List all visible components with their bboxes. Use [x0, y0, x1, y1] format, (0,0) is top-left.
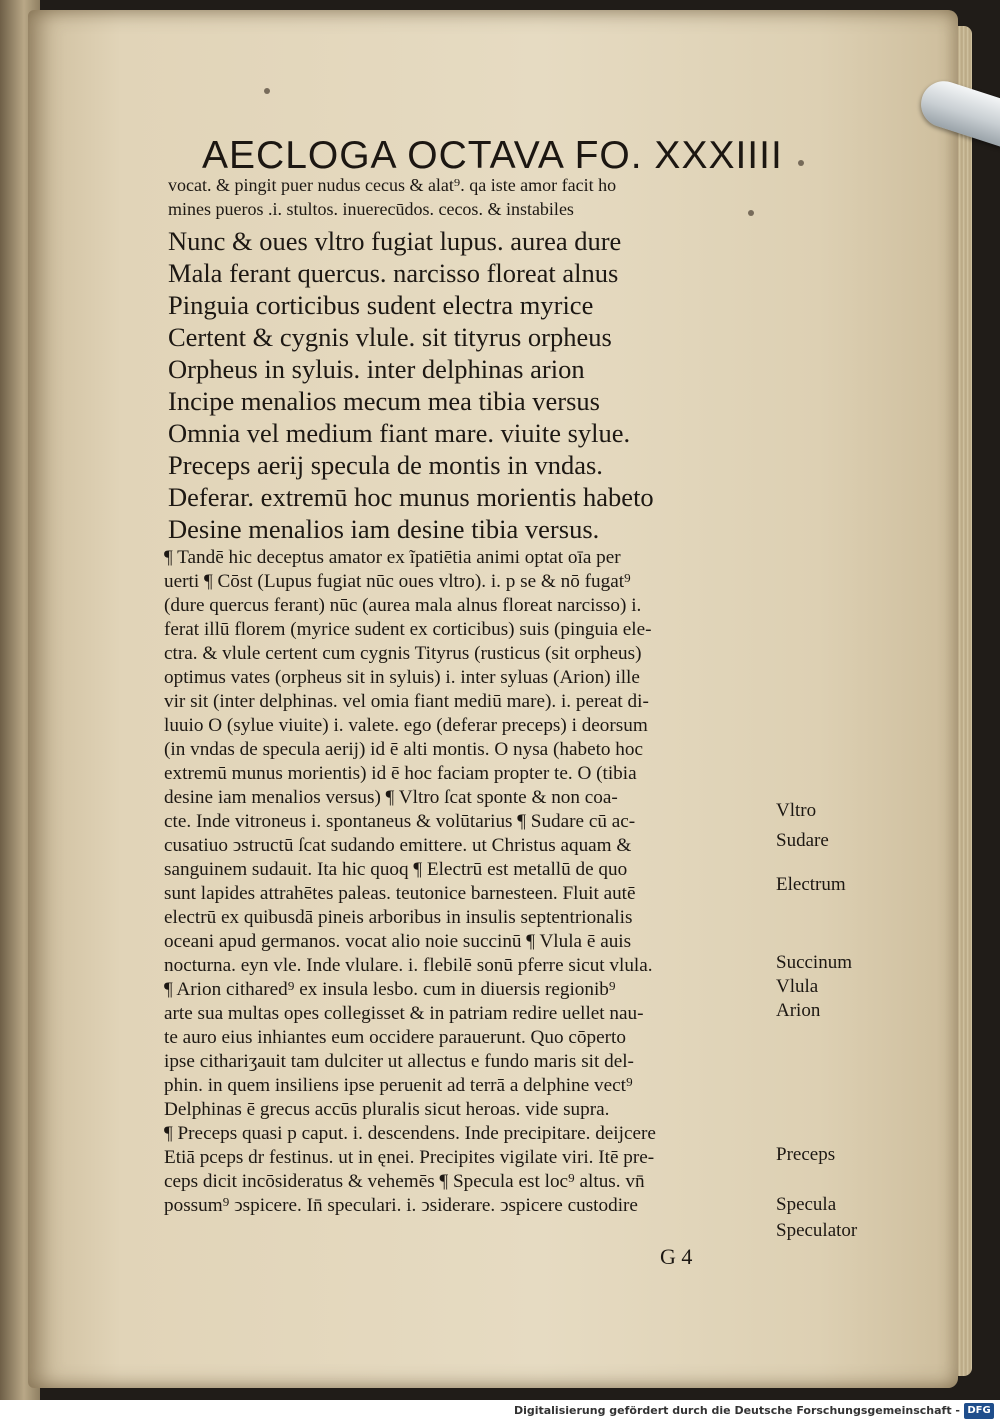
commentary-line: arte sua multas opes collegisset & in patriam redire uellet nau-	[164, 1003, 644, 1024]
running-head: AECLOGA OCTAVA FO. XXXIIII	[202, 134, 783, 177]
commentary-line: cusatiuo ↄstructū ſcat sudando emittere. ut Christus aquam &	[164, 835, 632, 856]
commentary-line: ctra. & vlule certent cum cygnis Tityrus (rusticus (sit orpheus)	[164, 643, 642, 664]
commentary-line: sunt lapides attrahētes paleas. teutonice barnesteen. Fluit autē	[164, 883, 636, 904]
margin-note: Electrum	[776, 874, 846, 895]
commentary-line: oceani apud germanos. vocat alio noie succinū ¶ Vlula ē auis	[164, 931, 632, 952]
margin-note: Vltro	[776, 800, 817, 821]
commentary-line: (dure quercus ferant) nūc (aurea mala alnus floreat narcisso) i.	[164, 595, 642, 616]
signature-mark: G 4	[660, 1244, 693, 1269]
stain-mark	[264, 88, 270, 94]
dfg-logo-icon: DFG	[964, 1403, 994, 1419]
commentary-line: Etiā pceps dr festinus. ut in ęnei. Precipites vigilate viri. Itē pre-	[164, 1147, 655, 1168]
margin-note: Arion	[776, 1000, 821, 1021]
commentary-line: phin. in quem insiliens ipse peruenit ad terrā a delphine vect⁹	[164, 1075, 633, 1096]
footer-bar	[0, 1400, 1000, 1423]
commentary-line: ipse cithariʒauit tam dulciter ut allectus e fundo maris sit del-	[164, 1051, 634, 1072]
margin-note: Succinum	[776, 952, 852, 973]
commentary-line: extremū munus morientis) id ē hoc faciam propter te. O (tibia	[164, 763, 637, 784]
commentary-line: luuio O (sylue viuite) i. valete. ego (deferar preceps) i deorsum	[164, 715, 648, 736]
commentary-line: (in vndas de specula aerij) id ē alti montis. O nysa (habeto hoc	[164, 739, 644, 760]
commentary-line: ¶ Arion cithared⁹ ex insula lesbo. cum in diuersis regionib⁹	[164, 979, 616, 1000]
verse-line: Pinguia corticibus sudent electra myrice	[168, 290, 594, 320]
commentary-line: ferat illū florem (myrice sudent ex corticibus) suis (pinguia ele-	[164, 619, 652, 640]
verse-line: Desine menalios iam desine tibia versus.	[168, 514, 600, 544]
verse-line: Certent & cygnis vlule. sit tityrus orpheus	[168, 322, 612, 352]
commentary-line: te auro eius inhiantes eum occidere parauerunt. Quo cōperto	[164, 1027, 626, 1048]
commentary-line: Delphinas ē grecus accūs pluralis sicut heroas. vide supra.	[164, 1099, 610, 1120]
commentary-line: ¶ Preceps quasi p caput. i. descendens. Inde precipitare. deijcere	[164, 1123, 656, 1144]
verse-line: Orpheus in syluis. inter delphinas arion	[168, 354, 585, 384]
verse-line: Omnia vel medium fiant mare. viuite sylue.	[168, 418, 631, 448]
verse-line: Incipe menalios mecum mea tibia versus	[168, 386, 600, 416]
gloss-line: vocat. & pingit puer nudus cecus & alat⁹. qa iste amor facit ho	[168, 175, 617, 195]
margin-note: Speculator	[776, 1220, 858, 1241]
commentary-line: electrū ex quibusdā pineis arboribus in insulis septentrionalis	[164, 907, 633, 928]
commentary-line: uerti ¶ Cōst (Lupus fugiat nūc oues vltro). i. p se & nō fugat⁹	[164, 571, 631, 592]
verse-line: Deferar. extremū hoc munus morientis habeto	[168, 482, 654, 512]
margin-note: Sudare	[776, 830, 829, 851]
gloss-line: mines pueros .i. stultos. inuerecūdos. cecos. & instabiles	[168, 199, 574, 219]
margin-note: Vlula	[776, 976, 819, 997]
margin-note: Preceps	[776, 1144, 836, 1165]
verse-line: Preceps aerij specula de montis in vndas.	[168, 450, 603, 480]
verse-line: Mala ferant quercus. narcisso floreat alnus	[168, 258, 619, 288]
commentary-line: optimus vates (orpheus sit in syluis) i. inter syluas (Arion) ille	[164, 667, 640, 688]
stain-mark	[748, 210, 754, 216]
commentary-line: ceps dicit incōsideratus & vehemēs ¶ Specula est loc⁹ altus. vn̄	[164, 1171, 645, 1192]
funding-notice: Digitalisierung gefördert durch die Deutsche Forschungsgemeinschaft -	[513, 1404, 960, 1417]
margin-note: Specula	[776, 1194, 837, 1215]
commentary-line: ¶ Tandē hic deceptus amator ex ĩpatiētia animi optat oīa per	[164, 547, 621, 568]
stain-mark	[798, 160, 804, 166]
commentary-line: desine iam menalios versus) ¶ Vltro ſcat sponte & non coa-	[164, 787, 618, 808]
verse-line: Nunc & oues vltro fugiat lupus. aurea dure	[168, 226, 622, 256]
commentary-line: possum⁹ ↄspicere. In̄ speculari. i. ↄsiderare. ↄspicere custodire	[164, 1195, 638, 1216]
commentary-line: sanguinem sudauit. Ita hic quoq ¶ Electrū est metallū de quo	[164, 859, 628, 880]
commentary-line: cte. Inde vitroneus i. spontaneus & volūtarius ¶ Sudare cū ac-	[164, 811, 636, 832]
commentary-line: vir sit (inter delphinas. vel omia fiant mediū mare). i. pereat di-	[164, 691, 649, 712]
commentary-line: nocturna. eyn vle. Inde vlulare. i. flebilē sonū pferre sicut vlula.	[164, 955, 653, 976]
